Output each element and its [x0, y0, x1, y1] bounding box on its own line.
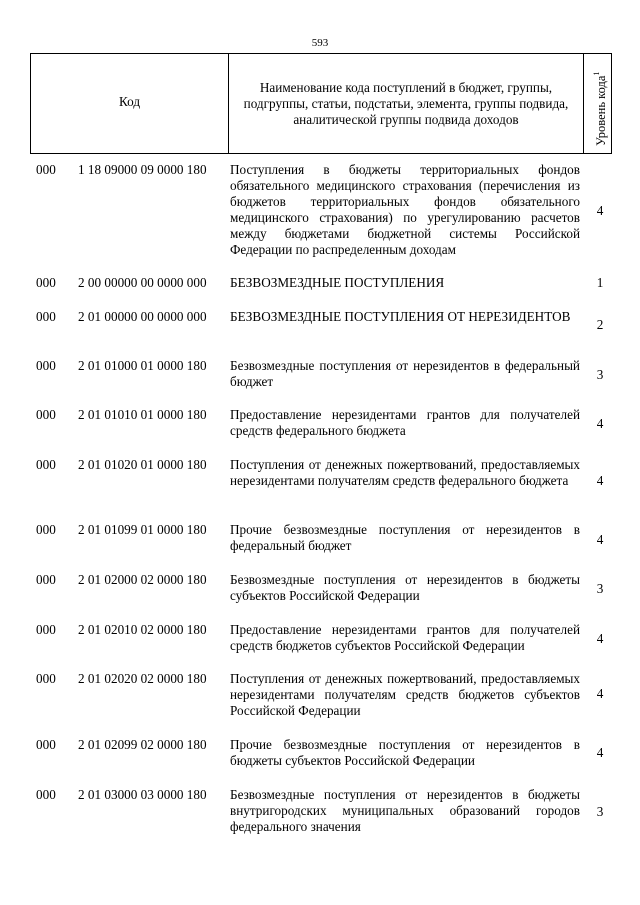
admin-code: 000: [36, 407, 56, 422]
revenue-code: 2 01 02099 02 0000 180: [78, 737, 207, 752]
revenue-code: 2 00 00000 00 0000 000: [78, 275, 207, 290]
header-name: Наименование кода поступлений в бюджет, группы, подгруппы, статьи, подстатьи, элемента, группы подвида, аналитической группы подвида доходов: [243, 80, 569, 127]
code-level: 1: [596, 275, 604, 290]
header-level: [589, 51, 609, 146]
revenue-name: Безвозмездные поступления от нерезидентов в бюджеты внутригородских муниципальных образований городов федерального значения: [230, 787, 580, 834]
revenue-name: Поступления в бюджеты территориальных фондов обязательного медицинского страхования (перечисления из бюджетов территориальных фондов обязательного медицинского страхования) по урегулированию расчетов между бюджетами бюджетной системы Российской Федерации по распределенным доходам: [230, 162, 580, 257]
admin-code: 000: [36, 671, 56, 686]
admin-code: 000: [36, 572, 56, 587]
admin-code: 000: [36, 622, 56, 637]
revenue-code: 2 01 01000 01 0000 180: [78, 358, 207, 373]
admin-code: 000: [36, 162, 56, 177]
code-level: 4: [596, 473, 604, 488]
revenue-name: Поступления от денежных пожертвований, предоставляемых нерезидентами получателям средств федерального бюджета: [230, 457, 580, 488]
code-level: 4: [596, 686, 604, 701]
revenue-name: БЕЗВОЗМЕЗДНЫЕ ПОСТУПЛЕНИЯ: [230, 275, 445, 290]
revenue-code: 2 01 02000 02 0000 180: [78, 572, 207, 587]
revenue-code: 1 18 09000 09 0000 180: [78, 162, 207, 177]
admin-code: 000: [36, 522, 56, 537]
revenue-code: 2 01 02020 02 0000 180: [78, 671, 207, 686]
column-divider: [583, 54, 584, 153]
code-level: 2: [596, 317, 604, 332]
page-number: 593: [311, 37, 329, 49]
revenue-name: Безвозмездные поступления от нерезидентов в федеральный бюджет: [230, 358, 580, 389]
revenue-code: 2 01 00000 00 0000 000: [78, 309, 207, 324]
header-level-label: Уровень кода: [594, 75, 608, 146]
code-level: 4: [596, 203, 604, 218]
revenue-name: Прочие безвозмездные поступления от нерезидентов в федеральный бюджет: [230, 522, 580, 553]
code-level: 4: [596, 745, 604, 760]
revenue-code: 2 01 01020 01 0000 180: [78, 457, 207, 472]
revenue-name: Предоставление нерезидентами грантов для получателей средств бюджетов субъектов Российской Федерации: [230, 622, 580, 653]
revenue-name: БЕЗВОЗМЕЗДНЫЕ ПОСТУПЛЕНИЯ ОТ НЕРЕЗИДЕНТОВ: [230, 309, 571, 324]
admin-code: 000: [36, 737, 56, 752]
code-level: 4: [596, 631, 604, 646]
admin-code: 000: [36, 275, 56, 290]
revenue-code: 2 01 02010 02 0000 180: [78, 622, 207, 637]
revenue-name: Предоставление нерезидентами грантов для получателей средств федерального бюджета: [230, 407, 580, 438]
header-code: Код: [118, 94, 141, 109]
header-level-footnote: 1: [592, 71, 601, 76]
revenue-code: 2 01 03000 03 0000 180: [78, 787, 207, 802]
admin-code: 000: [36, 358, 56, 373]
admin-code: 000: [36, 309, 56, 324]
revenue-code: 2 01 01099 01 0000 180: [78, 522, 207, 537]
table-header: [30, 53, 612, 154]
code-level: 3: [596, 367, 604, 382]
code-level: 4: [596, 532, 604, 547]
revenue-name: Поступления от денежных пожертвований, предоставляемых нерезидентами получателям средств бюджетов субъектов Российской Федерации: [230, 671, 580, 718]
revenue-code: 2 01 01010 01 0000 180: [78, 407, 207, 422]
admin-code: 000: [36, 457, 56, 472]
revenue-name: Прочие безвозмездные поступления от нерезидентов в бюджеты субъектов Российской Федерации: [230, 737, 580, 768]
code-level: 4: [596, 416, 604, 431]
admin-code: 000: [36, 787, 56, 802]
revenue-name: Безвозмездные поступления от нерезидентов в бюджеты субъектов Российской Федерации: [230, 572, 580, 603]
code-level: 3: [596, 581, 604, 596]
code-level: 3: [596, 804, 604, 819]
column-divider: [228, 54, 229, 153]
